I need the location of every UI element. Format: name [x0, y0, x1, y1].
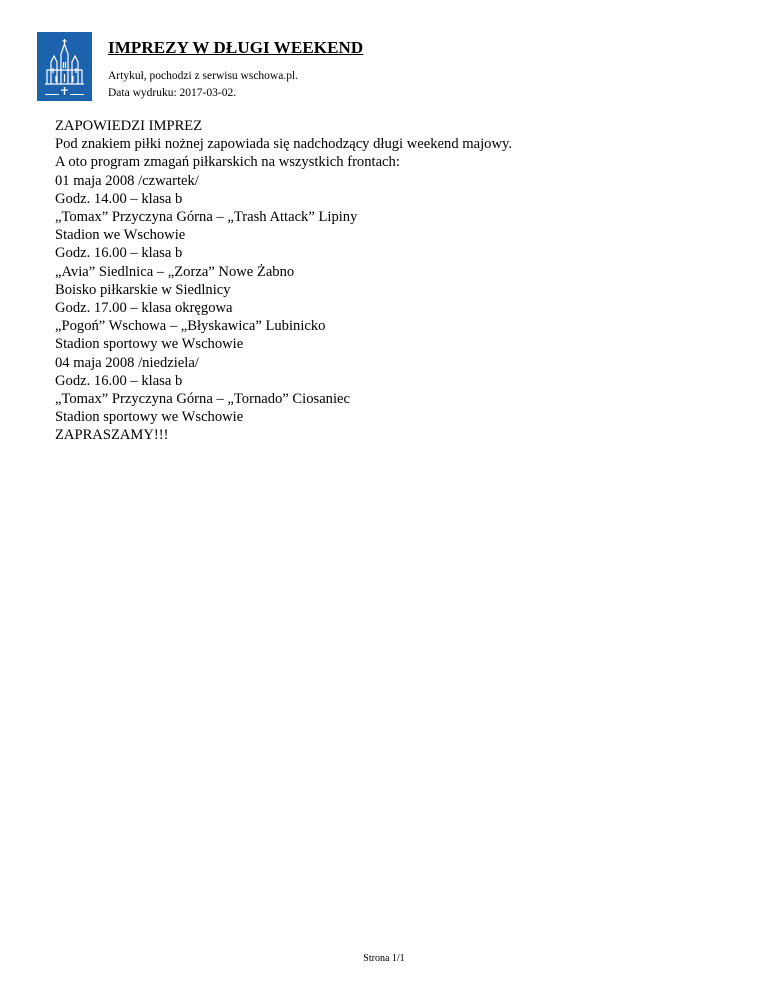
print-date: Data wydruku: 2017-03-02.: [108, 87, 237, 99]
article-line: Stadion sportowy we Wschowie: [55, 409, 244, 426]
church-emblem-icon: [37, 32, 92, 101]
article-line: 01 maja 2008 /czwartek/: [55, 172, 199, 189]
article-source: Artykuł, pochodzi z serwisu wschowa.pl.: [108, 70, 299, 82]
article-line: Boisko piłkarskie w Siedlnicy: [55, 281, 231, 298]
article-line: Pod znakiem piłki nożnej zapowiada się nadchodzący długi weekend majowy.: [55, 136, 512, 153]
article-line: Godz. 17.00 – klasa okręgowa: [55, 300, 233, 317]
article-line: Stadion sportowy we Wschowie: [55, 336, 244, 353]
article-title: IMPREZY W DŁUGI WEEKEND: [108, 38, 364, 57]
page-number: Strona 1/1: [363, 953, 405, 964]
article-line: „Tomax” Przyczyna Górna – „Trash Attack” Lipiny: [55, 209, 358, 226]
article-line: Godz. 16.00 – klasa b: [55, 372, 183, 389]
article-line: „Avia” Siedlnica – „Zorza” Nowe Żabno: [55, 263, 295, 280]
article-line: ZAPOWIEDZI IMPREZ: [55, 118, 203, 134]
article-line: ZAPRASZAMY!!!: [55, 427, 169, 444]
article-line: A oto program zmagań piłkarskich na wszystkich frontach:: [55, 154, 400, 171]
town-logo: [37, 32, 92, 101]
article-line: 04 maja 2008 /niedziela/: [55, 354, 199, 371]
article-line: Godz. 16.00 – klasa b: [55, 245, 183, 262]
article-body: [55, 117, 735, 445]
article-line: „Tomax” Przyczyna Górna – „Tornado” Ciosaniec: [55, 391, 350, 408]
article-line: Stadion we Wschowie: [55, 227, 186, 244]
article-line: Godz. 14.00 – klasa b: [55, 190, 183, 207]
article-line: „Pogoń” Wschowa – „Błyskawica” Lubinicko: [55, 318, 326, 335]
